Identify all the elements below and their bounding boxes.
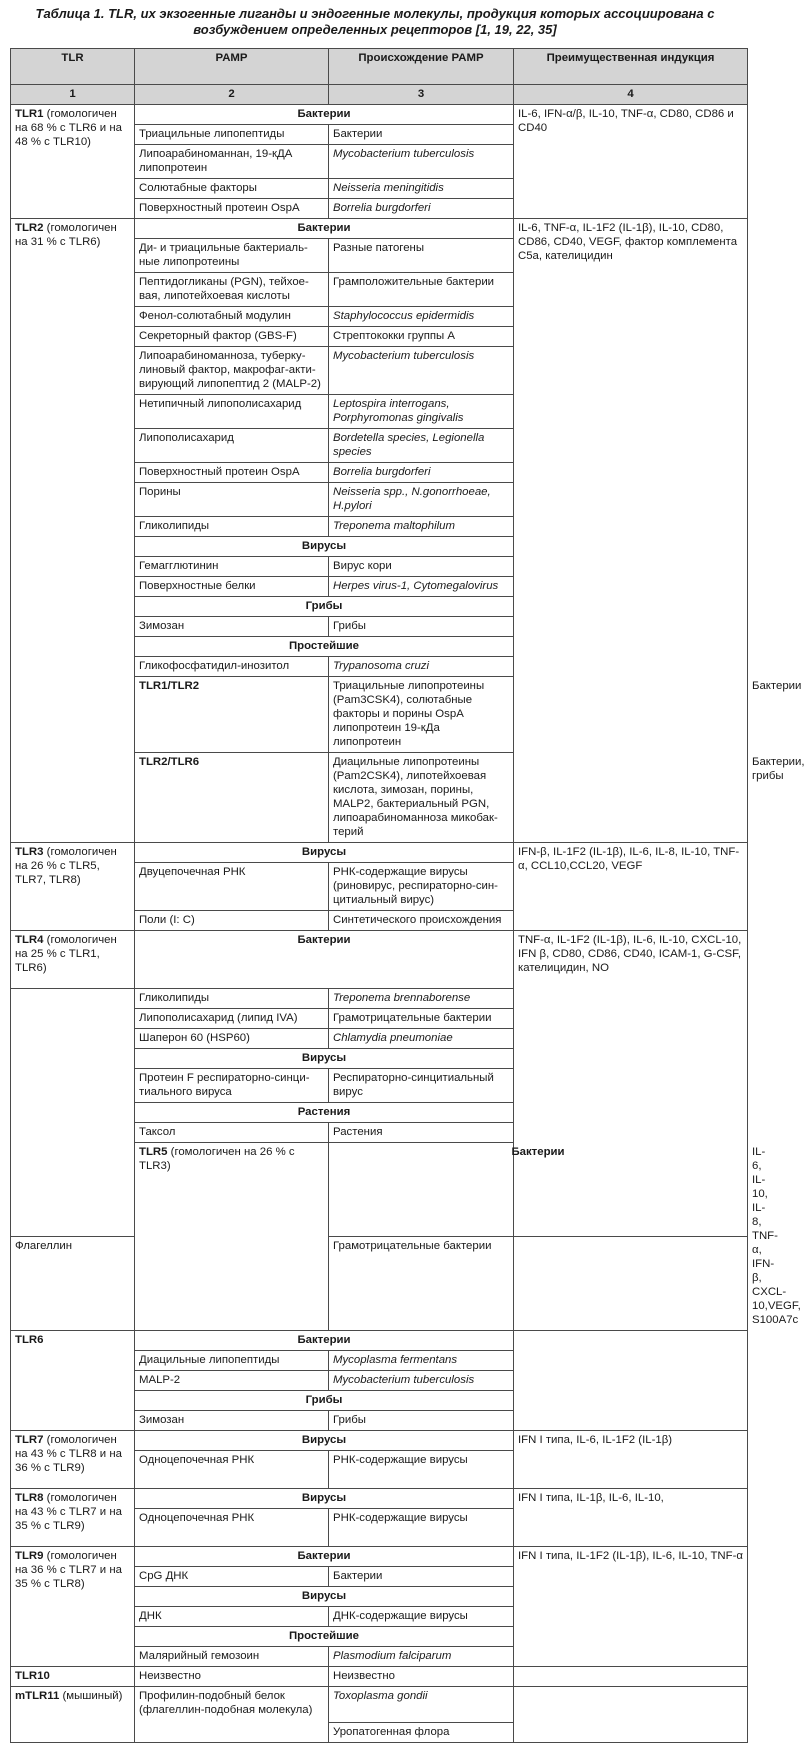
pamp-cell: Диацильные липопротеины (Pam2CSK4), липотейхоевая кислота, зимозан, порины, MALP2, бактериальный PGN, липоарабиноманноза микобактерий xyxy=(329,753,514,843)
origin-cell: ДНК-содержащие вирусы xyxy=(329,1607,514,1627)
pamp-cell: Триацильные липопротеины (Pam3CSK4), солютабные факторы и порины OspA липопротеин 19-кДа липопротеин xyxy=(329,677,514,753)
header-row xyxy=(11,49,748,85)
tlr-cell xyxy=(11,1431,135,1489)
table-caption: Таблица 1. TLR, их экзогенные лиганды и эндогенные молекулы, продукция которых ассоциирована с возбуждением определенных рецепторов [1, 19, 22, 35] xyxy=(35,6,715,37)
origin-cell: РНК-содержащие вирусы (риновирус, респираторно-синцитиальный вирус) xyxy=(329,863,514,911)
table-row: TLR5 (гомологичен на 26 % с TLR3) Бактерии IL-6, IL-10, IL-8, TNF-α, IFN-β, CXCL-10,VEGF, S100A7c xyxy=(11,1143,748,1237)
tlr-cell xyxy=(11,1489,135,1547)
induction-cell: IFN-β, IL-1F2 (IL-1β), IL-6, IL-8, IL-10, TNF-α, CCL10,CCL20, VEGF xyxy=(514,843,748,931)
origin-cell: Грибы xyxy=(329,1411,514,1431)
column-number-row xyxy=(11,85,748,105)
tlr-name: TLR1 xyxy=(15,108,44,120)
group-header: Простейшие xyxy=(135,637,514,657)
pamp-cell: Ди- и триацильные бактериальные липопротеины xyxy=(135,239,329,273)
pamp-cell: Протеин F респираторно-синцитиального вируса xyxy=(135,1069,329,1103)
pamp-cell: Гликолипиды xyxy=(135,517,329,537)
pamp-cell: Секреторный фактор (GBS-F) xyxy=(135,327,329,347)
pamp-cell: CpG ДНК xyxy=(135,1567,329,1587)
group-header: Бактерии xyxy=(135,1547,514,1567)
pamp-cell: Поверхностные белки xyxy=(135,577,329,597)
pamp-cell: Поли (I: C) xyxy=(135,911,329,931)
tlr-note: (гомологичен на 25 % с TLR1, TLR6) xyxy=(15,934,117,974)
pamp-cell: Двуцепочечная РНК xyxy=(135,863,329,911)
group-header: Простейшие xyxy=(135,1627,514,1647)
tlr-name: TLR10 xyxy=(11,1667,135,1687)
tlr-note: (гомологичен на 26 % с TLR3) xyxy=(139,1146,295,1172)
table-row xyxy=(11,1237,748,1331)
table-row: TLR2/TLR6 Диацильные липопротеины (Pam2CSK4), липотейхоевая кислота, зимозан, порины, MALP2, бактериальный PGN, липоарабиноманноза микобактерий Бактерии, грибы xyxy=(11,753,748,843)
tlr-name: TLR2/TLR6 xyxy=(135,753,329,843)
column-number: 4 xyxy=(514,85,748,105)
origin-cell: Стрептококки группы А xyxy=(329,327,514,347)
pamp-cell: Малярийный гемозоин xyxy=(135,1647,329,1667)
table-row xyxy=(11,1489,748,1509)
pamp-cell: MALP-2 xyxy=(135,1371,329,1391)
group-header: Вирусы xyxy=(135,1587,514,1607)
pamp-cell: Зимозан xyxy=(135,617,329,637)
tlr-note: (гомологичен на 26 % с TLR5, TLR7, TLR8) xyxy=(15,846,117,886)
column-number: 2 xyxy=(135,85,329,105)
induction-cell: IFN I типа, IL-1F2 (IL-1β), IL-6, IL-10, TNF-α xyxy=(514,1547,748,1667)
origin-cell: Разные патогены xyxy=(329,239,514,273)
tlr-cell xyxy=(11,105,135,219)
induction-cell xyxy=(514,1687,748,1743)
induction-cell xyxy=(514,1667,748,1687)
group-header: Вирусы xyxy=(135,1049,514,1069)
tlr-name: TLR8 xyxy=(15,1492,44,1504)
pamp-cell: Диацильные липопептиды xyxy=(135,1351,329,1371)
pamp-cell: Триацильные липопептиды xyxy=(135,125,329,145)
pamp-cell: Одноцепочечная РНК xyxy=(135,1451,329,1489)
tlr-note: (гомологичен на 43 % с TLR7 и на 35 % с TLR9) xyxy=(15,1492,122,1532)
origin-cell: Treponema brennaborense xyxy=(329,989,514,1009)
pamp-cell: Шаперон 60 (HSP60) xyxy=(135,1029,329,1049)
origin-cell: Синтетического происхождения xyxy=(329,911,514,931)
pamp-cell: ДНК xyxy=(135,1607,329,1627)
group-header: Бактерии xyxy=(329,1143,748,1237)
origin-cell: Bordetella species, Legionella species xyxy=(329,429,514,463)
tlr-table xyxy=(10,48,805,1743)
tlr-cell xyxy=(11,843,135,931)
tlr-cell xyxy=(11,931,135,989)
group-header: Бактерии xyxy=(135,105,514,125)
tlr-name: TLR3 xyxy=(15,846,44,858)
column-number: 3 xyxy=(329,85,514,105)
origin-cell: Trypanosoma cruzi xyxy=(329,657,514,677)
table-row xyxy=(11,1667,748,1687)
pamp-cell: Солютабные факторы xyxy=(135,179,329,199)
header-induction: Преимущественная индукция xyxy=(514,49,748,85)
origin-cell: РНК-содержащие вирусы xyxy=(329,1509,514,1547)
pamp-cell: Фенол-солютабный модулин xyxy=(135,307,329,327)
tlr-cell xyxy=(11,1547,135,1667)
tlr-name: TLR6 xyxy=(11,1331,135,1431)
pamp-cell: Зимозан xyxy=(135,1411,329,1431)
group-header: Грибы xyxy=(135,597,514,617)
table-row: TLR1/TLR2 Триацильные липопротеины (Pam3CSK4), солютабные факторы и порины OspA липопротеин 19-кДа липопротеин Бактерии xyxy=(11,677,748,753)
induction-cell: TNF-α, IL-1F2 (IL-1β), IL-6, IL-10, CXCL-10, IFN β, CD80, CD86, CD40, ICAM-1, G-CSF, кателицидин, NO xyxy=(514,931,748,1237)
group-header: Бактерии xyxy=(135,219,514,239)
group-header: Вирусы xyxy=(135,843,514,863)
origin-cell: Chlamydia pneumoniae xyxy=(329,1029,514,1049)
pamp-cell: Липополисахарид xyxy=(135,429,329,463)
tlr-name: TLR1/TLR2 xyxy=(135,677,329,753)
header-pamp: PAMP xyxy=(135,49,329,85)
tlr-note: (гомологичен на 31 % с TLR6) xyxy=(15,222,117,248)
pamp-cell: Нетипичный липополисахарид xyxy=(135,395,329,429)
group-header: Растения xyxy=(135,1103,514,1123)
tlr-note: (гомологичен на 43 % с TLR8 и на 36 % с TLR9) xyxy=(15,1434,122,1474)
pamp-cell: Профилин-подобный белок (флагеллин-подобная молекула) xyxy=(135,1687,329,1743)
origin-cell: Borrelia burgdorferi xyxy=(329,199,514,219)
pamp-cell: Таксол xyxy=(135,1123,329,1143)
tlr-note: (гомологичен на 68 % с TLR6 и на 48 % с TLR10) xyxy=(15,108,122,148)
pamp-cell: Одноцепочечная РНК xyxy=(135,1509,329,1547)
pamp-cell: Липоарабиноманноза, туберкулиновый фактор, макрофаг-активирующий липопептид 2 (MALP-2) xyxy=(135,347,329,395)
origin-cell: Респираторно-синцитиальный вирус xyxy=(329,1069,514,1103)
table-row xyxy=(11,1687,748,1723)
origin-cell: Herpes virus-1, Cytomegalovirus xyxy=(329,577,514,597)
table-row xyxy=(11,219,748,239)
header-tlr: TLR xyxy=(11,49,135,85)
group-header: Бактерии xyxy=(135,1331,514,1351)
origin-cell: Вирус кори xyxy=(329,557,514,577)
pamp-cell: Липоарабиноманнан, 19-кДА липопротеин xyxy=(135,145,329,179)
origin-cell: Borrelia burgdorferi xyxy=(329,463,514,483)
origin-cell: Растения xyxy=(329,1123,514,1143)
tlr-name: TLR2 xyxy=(15,222,44,234)
tlr-name: mTLR11 xyxy=(15,1690,60,1702)
pamp-cell: Гликолипиды xyxy=(135,989,329,1009)
origin-cell: Уропатогенная флора xyxy=(329,1723,514,1743)
origin-cell: Грибы xyxy=(329,617,514,637)
group-header: Грибы xyxy=(135,1391,514,1411)
table-row xyxy=(11,105,748,125)
pamp-cell: Поверхностный протеин OspA xyxy=(135,199,329,219)
pamp-cell: Гемагглютинин xyxy=(135,557,329,577)
tlr-name: TLR5 xyxy=(139,1146,168,1158)
induction-cell: IFN I типа, IL-1β, IL-6, IL-10, xyxy=(514,1489,748,1547)
induction-cell: IL-6, TNF-α, IL-1F2 (IL-1β), IL-10, CD80, CD86, CD40, VEGF, фактор комплемента C5a, кателицидин xyxy=(514,219,748,843)
pamp-cell: Неизвестно xyxy=(135,1667,329,1687)
group-header: Бактерии xyxy=(135,931,514,989)
tlr-cell xyxy=(11,219,135,843)
tlr-cell-empty xyxy=(11,989,135,1237)
origin-cell: Бактерии xyxy=(329,125,514,145)
induction-cell: IL-6, IFN-α/β, IL-10, TNF-α, CD80, CD86 и CD40 xyxy=(514,105,748,219)
table-row xyxy=(11,931,748,989)
origin-cell: Mycobacterium tuberculosis xyxy=(329,145,514,179)
table-row xyxy=(11,1331,748,1351)
origin-cell: Leptospira interrogans, Porphyromonas gingivalis xyxy=(329,395,514,429)
origin-cell: Mycoplasma fermentans xyxy=(329,1351,514,1371)
origin-cell: Plasmodium falciparum xyxy=(329,1647,514,1667)
origin-cell: Staphylococcus epidermidis xyxy=(329,307,514,327)
origin-cell: Грамотрицательные бактерии xyxy=(329,1009,514,1029)
table-row xyxy=(11,1431,748,1451)
tlr-note: (мышиный) xyxy=(59,1690,123,1702)
column-number: 1 xyxy=(11,85,135,105)
pamp-cell: Гликофосфатидил-инозитол xyxy=(135,657,329,677)
origin-cell: РНК-содержащие вирусы xyxy=(329,1451,514,1489)
tlr-cell xyxy=(11,1687,135,1743)
table-row xyxy=(11,843,748,863)
origin-cell: Neisseria spp., N.gonorrhoeae, H.pylori xyxy=(329,483,514,517)
pamp-cell: Поверхностный протеин OspA xyxy=(135,463,329,483)
origin-cell: Грамотрицательные бактерии xyxy=(329,1237,514,1331)
table-row xyxy=(11,1547,748,1567)
group-header: Вирусы xyxy=(135,1431,514,1451)
pamp-cell: Липополисахарид (липид IVA) xyxy=(135,1009,329,1029)
origin-cell: Mycobacterium tuberculosis xyxy=(329,347,514,395)
origin-cell: Toxoplasma gondii xyxy=(329,1687,514,1723)
origin-cell: Грамположительные бактерии xyxy=(329,273,514,307)
pamp-cell: Пептидогликаны (PGN), тейхоевая, липотейхоевая кислоты xyxy=(135,273,329,307)
origin-cell: Бактерии xyxy=(329,1567,514,1587)
induction-cell xyxy=(514,1331,748,1431)
origin-cell: Неизвестно xyxy=(329,1667,514,1687)
tlr-note: (гомологичен на 36 % с TLR7 и на 35 % с TLR8) xyxy=(15,1550,122,1590)
tlr-name: TLR9 xyxy=(15,1550,44,1562)
header-origin: Происхождение PAMP xyxy=(329,49,514,85)
pamp-cell: Флагеллин xyxy=(11,1237,135,1331)
origin-cell: Neisseria meningitidis xyxy=(329,179,514,199)
origin-cell: Treponema maltophilum xyxy=(329,517,514,537)
pamp-cell: Порины xyxy=(135,483,329,517)
induction-cell: IFN I типа, IL-6, IL-1F2 (IL-1β) xyxy=(514,1431,748,1489)
tlr-name: TLR4 xyxy=(15,934,44,946)
group-header: Вирусы xyxy=(135,1489,514,1509)
group-header: Вирусы xyxy=(135,537,514,557)
tlr-name: TLR7 xyxy=(15,1434,44,1446)
tlr-cell xyxy=(135,1143,329,1331)
origin-cell: Mycobacterium tuberculosis xyxy=(329,1371,514,1391)
